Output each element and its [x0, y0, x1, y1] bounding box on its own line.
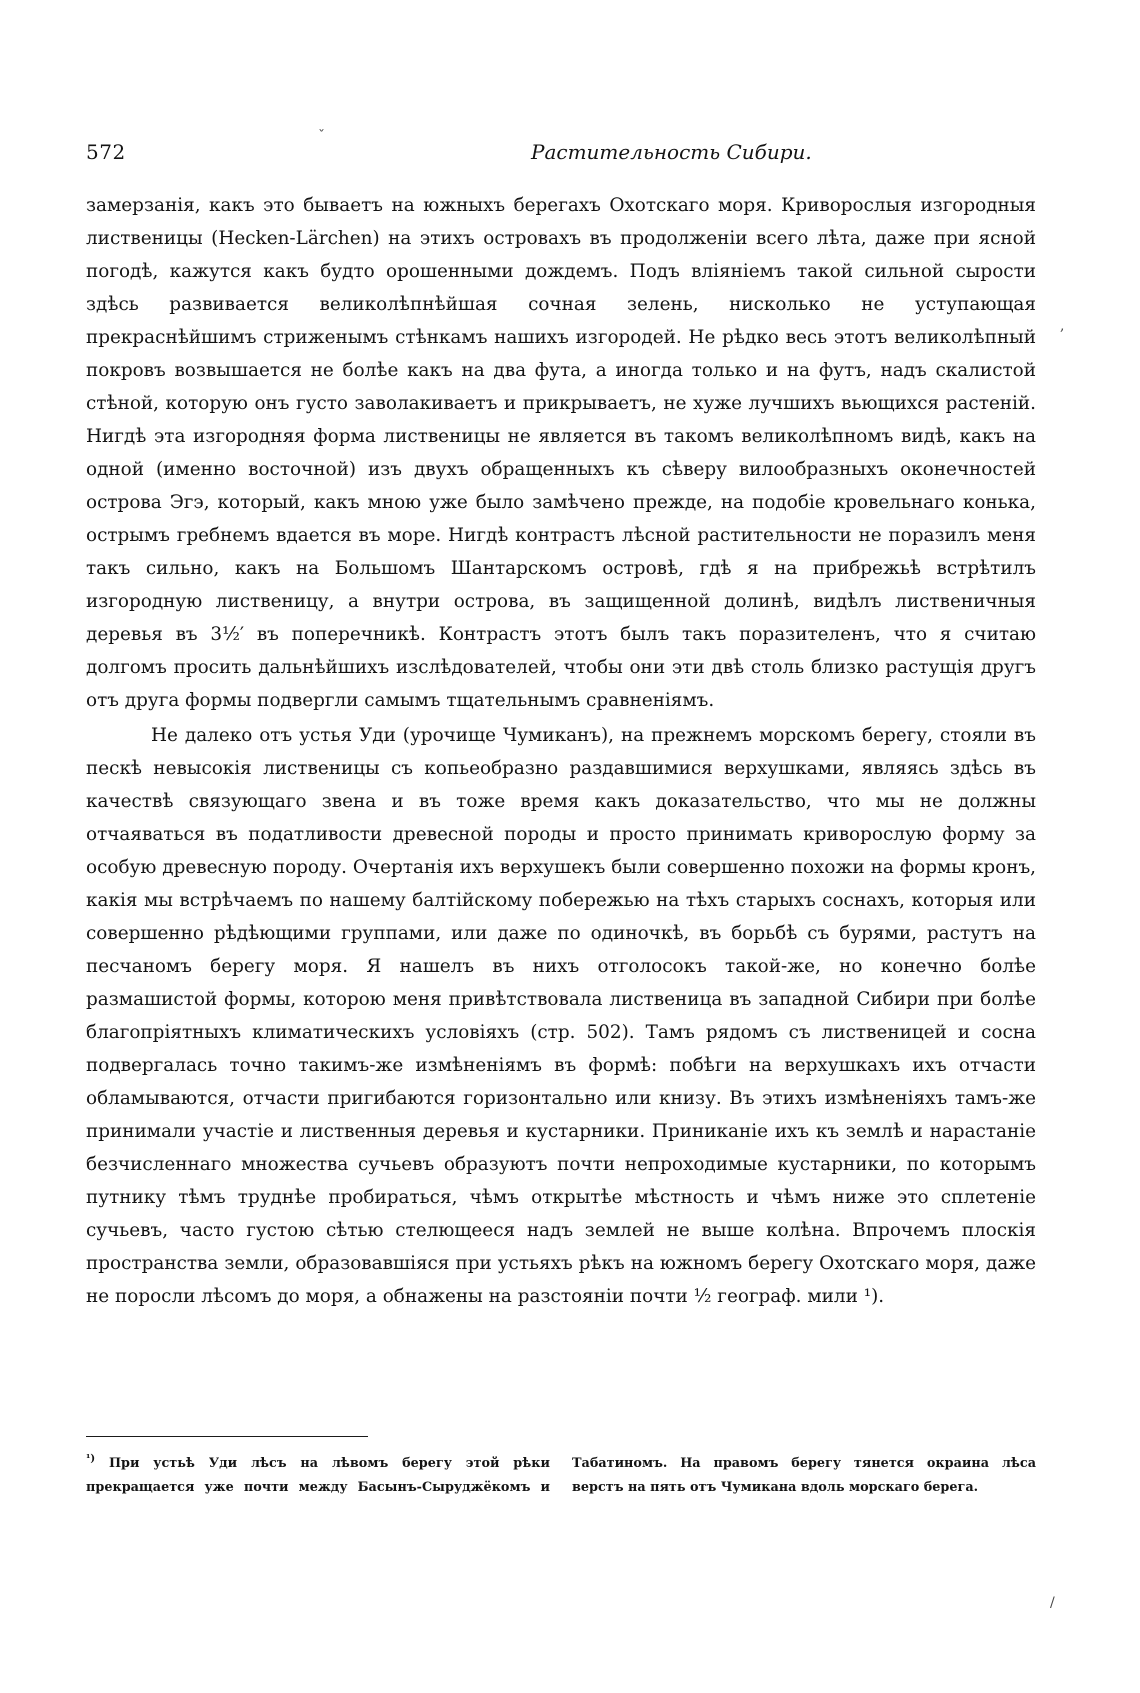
footnote-separator	[86, 1436, 368, 1437]
print-speck: /	[1050, 1595, 1055, 1611]
footnote-mark: ¹)	[86, 1453, 96, 1465]
footnote-text: При устьѣ Уди лѣсъ на лѣвомъ берегу этой рѣки прекращается уже почти между Басынъ-Сыруджёкомъ и Табатиномъ. На правомъ берегу тянется окраина лѣса верстъ на пять отъ Чумикана вдоль морскаго берега.	[86, 1456, 1036, 1495]
running-title: Растительность Сибири.	[531, 140, 812, 164]
print-speck: ,	[1060, 318, 1065, 334]
footnote	[86, 1452, 1036, 1500]
body-text	[86, 189, 1036, 1313]
print-speck: ˇ	[318, 128, 325, 144]
page-number: 572	[86, 140, 126, 164]
paragraph-1: замерзанія, какъ это бываетъ на южныхъ берегахъ Охотскаго моря. Кривороcлыя изгородныя лиственицы (Hecken-Lärchen) на этихъ островахъ въ продолженіи всего лѣта, даже при ясной погодѣ, кажутся какъ будто орошенными дождемъ. Подъ вліяніемъ такой сильной сырости здѣсь развивается великолѣпнѣйшая сочная зелень, нисколько не уступающая прекраснѣйшимъ стриженымъ стѣнкамъ нашихъ изгородей. Не рѣдко весь этотъ великолѣпный покровъ возвышается не болѣе какъ на два фута, а иногда только и на футъ, надъ скалистой стѣной, которую онъ густо заволакиваетъ и прикрываетъ, не хуже лучшихъ вьющихся растеній. Нигдѣ эта изгородняя форма лиственицы не является въ такомъ великолѣпномъ видѣ, какъ на одной (именно восточной) изъ двухъ обращенныхъ къ сѣверу вилообразныхъ оконечностей острова Эгэ, который, какъ мною уже было замѣчено прежде, на подобіе кровельнаго конька, острымъ гребнемъ вдается въ море. Нигдѣ контрастъ лѣсной растительности не поразилъ меня такъ сильно, какъ на Большомъ Шантарскомъ островѣ, гдѣ я на прибрежьѣ встрѣтилъ изгородную лиственицу, а внутри острова, въ защищенной долинѣ, видѣлъ лиственичныя деревья въ 3½′ въ поперечникѣ. Контрастъ этотъ былъ такъ поразителенъ, что я считаю долгомъ просить дальнѣйшихъ изслѣдователей, чтобы они эти двѣ столь близко растущія другъ отъ друга формы подвергли самымъ тщательнымъ сравненіямъ.	[86, 195, 1036, 711]
paragraph-2: Не далеко отъ устья Уди (урочище Чумиканъ), на прежнемъ морскомъ берегу, стояли въ пескѣ невысокія лиственицы съ копьеобразно раздавшимися верхушками, являясь здѣсь въ качествѣ связующаго звена и въ тоже время какъ доказательство, что мы не должны отчаяваться въ податливости древесной породы и просто принимать кривороcлую форму за особую древесную породу. Очертанія ихъ верхушекъ были совершенно похожи на формы кронъ, какія мы встрѣчаемъ по нашему балтійскому побережью на тѣхъ старыхъ соснахъ, которыя или совершенно рѣдѣющими группами, или даже по одиночкѣ, въ борьбѣ съ бурями, растутъ на песчаномъ берегу моря. Я нашелъ въ нихъ отголосокъ такой-же, но конечно болѣе размашистой формы, которою меня привѣтствовала лиственица въ западной Сибири при болѣе благопріятныхъ климатическихъ условіяхъ (стр. 502). Тамъ рядомъ съ лиственицей и сосна подвергалась точно такимъ-же измѣненіямъ въ формѣ: побѣги на верхушкахъ ихъ отчасти обламываются, отчасти пригибаются горизонтально или книзу. Въ этихъ измѣненіяхъ тамъ-же принимали участіе и лиственныя деревья и кустарники. Приниканіе ихъ къ землѣ и нарастаніе безчисленнаго множества сучьевъ образуютъ почти непроходимые кустарники, по которымъ путнику тѣмъ труднѣе пробираться, чѣмъ открытѣе мѣстность и чѣмъ ниже это сплетеніе сучьевъ, часто густою сѣтью стелющееся надъ землей не выше колѣна. Впрочемъ плоскія пространства земли, образовавшіяся при устьяхъ рѣкъ на южномъ берегу Охотскаго моря, даже не поросли лѣсомъ до моря, а обнажены на разстояніи почти ½ географ. мили ¹).	[86, 725, 1036, 1307]
page-header	[86, 140, 1036, 176]
